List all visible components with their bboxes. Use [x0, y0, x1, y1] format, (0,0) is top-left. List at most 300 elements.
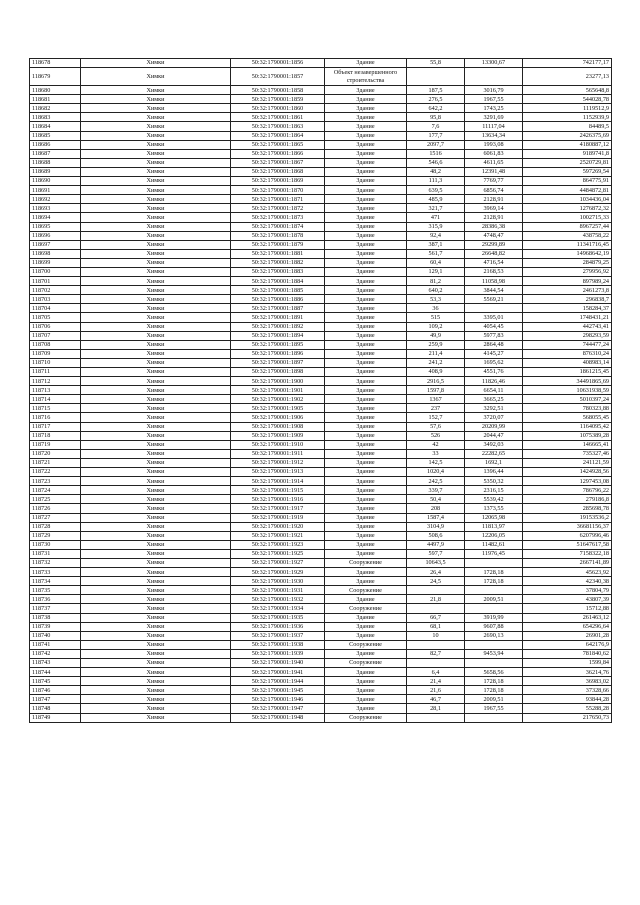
cadastral-number-cell: 50:32:1790001:1934 [231, 604, 325, 613]
table-row [30, 622, 612, 631]
row-number-cell: 118726 [30, 504, 81, 513]
cadastral-number-cell: 50:32:1790001:1870 [231, 186, 325, 195]
unit-value-cell: 5350,32 [465, 477, 523, 486]
area-cell: 48,2 [407, 167, 465, 176]
cadastral-number-cell: 50:32:1790001:1868 [231, 167, 325, 176]
area-cell: 508,6 [407, 531, 465, 540]
unit-value-cell: 2168,53 [465, 267, 523, 276]
row-number-cell: 118699 [30, 258, 81, 267]
object-type-cell: Здание [325, 358, 407, 367]
row-number-cell: 118678 [30, 59, 81, 68]
cadastral-number-cell: 50:32:1790001:1897 [231, 358, 325, 367]
cadastral-number-cell: 50:32:1790001:1871 [231, 195, 325, 204]
city-cell: Химки [81, 640, 231, 649]
city-cell: Химки [81, 604, 231, 613]
cadastral-number-cell: 50:32:1790001:1883 [231, 267, 325, 276]
cadastral-value-cell: 15712,88 [523, 604, 612, 613]
object-type-cell: Здание [325, 322, 407, 331]
unit-value-cell: 12391,48 [465, 167, 523, 176]
row-number-cell: 118701 [30, 277, 81, 286]
object-type-cell: Здание [325, 267, 407, 276]
city-cell: Химки [81, 140, 231, 149]
object-type-cell: Здание [325, 704, 407, 713]
city-cell: Химки [81, 86, 231, 95]
unit-value-cell: 4611,65 [465, 158, 523, 167]
cadastral-value-cell: 285698,78 [523, 504, 612, 513]
cadastral-value-cell: 6207996,46 [523, 531, 612, 540]
unit-value-cell: 11117,04 [465, 122, 523, 131]
table-row [30, 59, 612, 68]
cadastral-number-cell: 50:32:1790001:1937 [231, 631, 325, 640]
unit-value-cell: 12206,05 [465, 531, 523, 540]
row-number-cell: 118747 [30, 695, 81, 704]
table-row [30, 386, 612, 395]
cadastral-number-cell: 50:32:1790001:1927 [231, 558, 325, 567]
unit-value-cell: 3016,79 [465, 86, 523, 95]
area-cell: 50,4 [407, 495, 465, 504]
cadastral-value-cell: 10631938,59 [523, 386, 612, 395]
city-cell: Химки [81, 68, 231, 86]
city-cell: Химки [81, 595, 231, 604]
row-number-cell: 118717 [30, 422, 81, 431]
row-number-cell: 118711 [30, 368, 81, 377]
cadastral-number-cell: 50:32:1790001:1863 [231, 122, 325, 131]
city-cell: Химки [81, 486, 231, 495]
unit-value-cell: 6856,74 [465, 186, 523, 195]
unit-value-cell: 1373,55 [465, 504, 523, 513]
cadastral-value-cell: 864775,91 [523, 177, 612, 186]
area-cell: 3104,9 [407, 522, 465, 531]
cadastral-value-cell: 1297453,08 [523, 477, 612, 486]
table-row [30, 104, 612, 113]
object-type-cell: Здание [325, 204, 407, 213]
area-cell: 276,5 [407, 95, 465, 104]
table-row [30, 167, 612, 176]
object-type-cell: Здание [325, 568, 407, 577]
row-number-cell: 118706 [30, 322, 81, 331]
unit-value-cell: 3720,07 [465, 413, 523, 422]
cadastral-number-cell: 50:32:1790001:1878 [231, 231, 325, 240]
cadastral-value-cell: 8967257,44 [523, 222, 612, 231]
unit-value-cell: 11058,98 [465, 277, 523, 286]
row-number-cell: 118735 [30, 586, 81, 595]
row-number-cell: 118716 [30, 413, 81, 422]
area-cell: 321,7 [407, 204, 465, 213]
city-cell: Химки [81, 349, 231, 358]
table-row [30, 531, 612, 540]
object-type-cell: Здание [325, 468, 407, 477]
city-cell: Химки [81, 277, 231, 286]
object-type-cell: Здание [325, 140, 407, 149]
table-row [30, 204, 612, 213]
row-number-cell: 118729 [30, 531, 81, 540]
unit-value-cell: 11482,61 [465, 540, 523, 549]
table-row [30, 322, 612, 331]
cadastral-value-cell: 897989,24 [523, 277, 612, 286]
cadastral-value-cell: 438758,22 [523, 231, 612, 240]
object-type-cell: Сооружение [325, 558, 407, 567]
unit-value-cell: 1728,18 [465, 677, 523, 686]
object-type-cell: Здание [325, 131, 407, 140]
row-number-cell: 118725 [30, 495, 81, 504]
area-cell: 53,3 [407, 295, 465, 304]
cadastral-value-cell: 36214,76 [523, 668, 612, 677]
cadastral-value-cell: 1424928,56 [523, 468, 612, 477]
row-number-cell: 118710 [30, 358, 81, 367]
city-cell: Химки [81, 377, 231, 386]
cadastral-number-cell: 50:32:1790001:1935 [231, 613, 325, 622]
object-type-cell: Здание [325, 249, 407, 258]
unit-value-cell: 4145,27 [465, 349, 523, 358]
cadastral-value-cell: 1075389,28 [523, 431, 612, 440]
row-number-cell: 118746 [30, 686, 81, 695]
city-cell: Химки [81, 204, 231, 213]
unit-value-cell: 4054,45 [465, 322, 523, 331]
area-cell: 242,5 [407, 477, 465, 486]
table-row [30, 195, 612, 204]
city-cell: Химки [81, 222, 231, 231]
table-row [30, 86, 612, 95]
area-cell: 4497,9 [407, 540, 465, 549]
row-number-cell: 118679 [30, 68, 81, 86]
object-type-cell: Здание [325, 158, 407, 167]
row-number-cell: 118713 [30, 386, 81, 395]
object-type-cell: Сооружение [325, 659, 407, 668]
table-row [30, 95, 612, 104]
cadastral-number-cell: 50:32:1790001:1939 [231, 649, 325, 658]
area-cell: 60,4 [407, 258, 465, 267]
table-row [30, 440, 612, 449]
cadastral-value-cell: 4180887,12 [523, 140, 612, 149]
area-cell: 241,2 [407, 358, 465, 367]
cadastral-number-cell: 50:32:1790001:1860 [231, 104, 325, 113]
area-cell [407, 713, 465, 722]
cadastral-value-cell: 1599,84 [523, 659, 612, 668]
cadastral-number-cell: 50:32:1790001:1905 [231, 404, 325, 413]
area-cell: 1597,8 [407, 386, 465, 395]
cadastral-number-cell: 50:32:1790001:1867 [231, 158, 325, 167]
unit-value-cell [465, 68, 523, 86]
area-cell: 1516 [407, 149, 465, 158]
cadastral-value-cell: 1034436,04 [523, 195, 612, 204]
area-cell: 142,5 [407, 458, 465, 467]
area-cell: 21,4 [407, 677, 465, 686]
table-row [30, 249, 612, 258]
area-cell: 21,8 [407, 595, 465, 604]
unit-value-cell: 3844,54 [465, 286, 523, 295]
cadastral-number-cell: 50:32:1790001:1930 [231, 577, 325, 586]
row-number-cell: 118739 [30, 622, 81, 631]
cadastral-value-cell: 5010397,24 [523, 395, 612, 404]
table-row [30, 549, 612, 558]
object-type-cell: Здание [325, 213, 407, 222]
cadastral-value-cell: 14968642,19 [523, 249, 612, 258]
area-cell: 526 [407, 431, 465, 440]
unit-value-cell: 11813,97 [465, 522, 523, 531]
object-type-cell: Сооружение [325, 604, 407, 613]
object-type-cell: Здание [325, 95, 407, 104]
cadastral-number-cell: 50:32:1790001:1886 [231, 295, 325, 304]
unit-value-cell: 1692,1 [465, 458, 523, 467]
cadastral-value-cell: 84489,5 [523, 122, 612, 131]
table-row [30, 695, 612, 704]
table-row [30, 222, 612, 231]
cadastral-number-cell: 50:32:1790001:1908 [231, 422, 325, 431]
area-cell: 57,6 [407, 422, 465, 431]
unit-value-cell: 26648,82 [465, 249, 523, 258]
city-cell: Химки [81, 504, 231, 513]
object-type-cell: Сооружение [325, 586, 407, 595]
cadastral-number-cell: 50:32:1790001:1896 [231, 349, 325, 358]
row-number-cell: 118686 [30, 140, 81, 149]
area-cell: 109,2 [407, 322, 465, 331]
object-type-cell: Здание [325, 449, 407, 458]
table-row [30, 277, 612, 286]
cadastral-value-cell: 408983,14 [523, 358, 612, 367]
row-number-cell: 118709 [30, 349, 81, 358]
row-number-cell: 118712 [30, 377, 81, 386]
area-cell: 33 [407, 449, 465, 458]
unit-value-cell: 4748,47 [465, 231, 523, 240]
cadastral-value-cell: 4484872,81 [523, 186, 612, 195]
cadastral-value-cell: 597269,54 [523, 167, 612, 176]
object-type-cell: Здание [325, 349, 407, 358]
cadastral-number-cell: 50:32:1790001:1906 [231, 413, 325, 422]
row-number-cell: 118690 [30, 177, 81, 186]
city-cell: Химки [81, 458, 231, 467]
table-row [30, 595, 612, 604]
cadastral-number-cell: 50:32:1790001:1911 [231, 449, 325, 458]
object-type-cell: Здание [325, 104, 407, 113]
cadastral-value-cell: 37328,66 [523, 686, 612, 695]
table-row [30, 377, 612, 386]
unit-value-cell: 11976,45 [465, 549, 523, 558]
table-row [30, 140, 612, 149]
cadastral-number-cell: 50:32:1790001:1919 [231, 513, 325, 522]
city-cell: Химки [81, 59, 231, 68]
unit-value-cell: 2128,91 [465, 213, 523, 222]
city-cell: Химки [81, 258, 231, 267]
unit-value-cell: 1728,18 [465, 568, 523, 577]
row-number-cell: 118730 [30, 540, 81, 549]
table-row [30, 177, 612, 186]
cadastral-number-cell: 50:32:1790001:1879 [231, 240, 325, 249]
row-number-cell: 118736 [30, 595, 81, 604]
object-type-cell: Здание [325, 86, 407, 95]
city-cell: Химки [81, 558, 231, 567]
area-cell: 129,1 [407, 267, 465, 276]
area-cell: 10 [407, 631, 465, 640]
area-cell: 315,9 [407, 222, 465, 231]
cadastral-value-cell: 261463,12 [523, 613, 612, 622]
cadastral-number-cell: 50:32:1790001:1946 [231, 695, 325, 704]
unit-value-cell: 5977,83 [465, 331, 523, 340]
row-number-cell: 118693 [30, 204, 81, 213]
row-number-cell: 118698 [30, 249, 81, 258]
city-cell: Химки [81, 586, 231, 595]
area-cell: 639,5 [407, 186, 465, 195]
cadastral-value-cell: 26901,28 [523, 631, 612, 640]
cadastral-value-cell: 735327,46 [523, 449, 612, 458]
cadastral-value-cell: 2667141,89 [523, 558, 612, 567]
cadastral-number-cell: 50:32:1790001:1869 [231, 177, 325, 186]
table-row [30, 604, 612, 613]
table-row [30, 613, 612, 622]
row-number-cell: 118723 [30, 477, 81, 486]
city-cell: Химки [81, 413, 231, 422]
table-row [30, 413, 612, 422]
unit-value-cell: 29299,89 [465, 240, 523, 249]
unit-value-cell [465, 586, 523, 595]
cadastral-number-cell: 50:32:1790001:1873 [231, 213, 325, 222]
cadastral-number-cell: 50:32:1790001:1925 [231, 549, 325, 558]
object-type-cell: Здание [325, 495, 407, 504]
object-type-cell: Здание [325, 431, 407, 440]
object-type-cell: Здание [325, 59, 407, 68]
cadastral-value-cell: 241121,59 [523, 458, 612, 467]
table-row [30, 131, 612, 140]
area-cell: 28,1 [407, 704, 465, 713]
cadastral-number-cell: 50:32:1790001:1894 [231, 331, 325, 340]
city-cell: Химки [81, 340, 231, 349]
city-cell: Химки [81, 704, 231, 713]
row-number-cell: 118694 [30, 213, 81, 222]
cadastral-value-cell: 298293,59 [523, 331, 612, 340]
object-type-cell: Здание [325, 549, 407, 558]
cadastral-value-cell: 146665,41 [523, 440, 612, 449]
city-cell: Химки [81, 167, 231, 176]
city-cell: Химки [81, 613, 231, 622]
row-number-cell: 118707 [30, 331, 81, 340]
row-number-cell: 118689 [30, 167, 81, 176]
cadastral-value-cell: 876310,24 [523, 349, 612, 358]
object-type-cell: Здание [325, 404, 407, 413]
cadastral-number-cell: 50:32:1790001:1948 [231, 713, 325, 722]
table-row [30, 513, 612, 522]
table-row [30, 422, 612, 431]
object-type-cell: Здание [325, 177, 407, 186]
area-cell: 640,2 [407, 286, 465, 295]
area-cell [407, 640, 465, 649]
area-cell: 2097,7 [407, 140, 465, 149]
row-number-cell: 118697 [30, 240, 81, 249]
city-cell: Химки [81, 422, 231, 431]
unit-value-cell: 2128,91 [465, 195, 523, 204]
city-cell: Химки [81, 549, 231, 558]
object-type-cell: Здание [325, 668, 407, 677]
cadastral-value-cell: 43807,39 [523, 595, 612, 604]
object-type-cell: Здание [325, 240, 407, 249]
cadastral-number-cell: 50:32:1790001:1885 [231, 286, 325, 295]
area-cell: 642,2 [407, 104, 465, 113]
table-row [30, 649, 612, 658]
cadastral-number-cell: 50:32:1790001:1929 [231, 568, 325, 577]
table-row [30, 449, 612, 458]
cadastral-number-cell: 50:32:1790001:1859 [231, 95, 325, 104]
unit-value-cell: 12065,98 [465, 513, 523, 522]
table-row [30, 149, 612, 158]
object-type-cell: Здание [325, 368, 407, 377]
object-type-cell: Здание [325, 313, 407, 322]
area-cell: 485,9 [407, 195, 465, 204]
unit-value-cell [465, 713, 523, 722]
cadastral-value-cell: 284879,25 [523, 258, 612, 267]
cadastral-number-cell: 50:32:1790001:1923 [231, 540, 325, 549]
area-cell: 68,1 [407, 622, 465, 631]
row-number-cell: 118727 [30, 513, 81, 522]
city-cell: Химки [81, 213, 231, 222]
area-cell: 46,7 [407, 695, 465, 704]
object-type-cell: Здание [325, 386, 407, 395]
area-cell: 1367 [407, 395, 465, 404]
object-type-cell: Здание [325, 113, 407, 122]
unit-value-cell: 20209,99 [465, 422, 523, 431]
row-number-cell: 118682 [30, 104, 81, 113]
unit-value-cell: 9453,94 [465, 649, 523, 658]
city-cell: Химки [81, 668, 231, 677]
city-cell: Химки [81, 186, 231, 195]
cadastral-value-cell: 1002715,33 [523, 213, 612, 222]
row-number-cell: 118749 [30, 713, 81, 722]
cadastral-value-cell: 2520729,81 [523, 158, 612, 167]
unit-value-cell: 3292,51 [465, 404, 523, 413]
row-number-cell: 118737 [30, 604, 81, 613]
area-cell: 49,9 [407, 331, 465, 340]
area-cell: 177,7 [407, 131, 465, 140]
table-row [30, 267, 612, 276]
cadastral-number-cell: 50:32:1790001:1936 [231, 622, 325, 631]
cadastral-number-cell: 50:32:1790001:1914 [231, 477, 325, 486]
city-cell: Химки [81, 158, 231, 167]
table-row [30, 577, 612, 586]
unit-value-cell: 5539,42 [465, 495, 523, 504]
unit-value-cell: 1967,55 [465, 704, 523, 713]
city-cell: Химки [81, 249, 231, 258]
cadastral-number-cell: 50:32:1790001:1945 [231, 686, 325, 695]
object-type-cell: Здание [325, 513, 407, 522]
cadastral-number-cell: 50:32:1790001:1920 [231, 522, 325, 531]
area-cell: 2916,5 [407, 377, 465, 386]
cadastral-number-cell: 50:32:1790001:1916 [231, 495, 325, 504]
object-type-cell: Здание [325, 458, 407, 467]
city-cell: Химки [81, 358, 231, 367]
cadastral-number-cell: 50:32:1790001:1892 [231, 322, 325, 331]
cadastral-value-cell: 1748431,21 [523, 313, 612, 322]
city-cell: Химки [81, 577, 231, 586]
city-cell: Химки [81, 313, 231, 322]
unit-value-cell: 4716,54 [465, 258, 523, 267]
table-row [30, 677, 612, 686]
row-number-cell: 118731 [30, 549, 81, 558]
object-type-cell: Здание [325, 504, 407, 513]
object-type-cell: Здание [325, 295, 407, 304]
row-number-cell: 118743 [30, 659, 81, 668]
area-cell: 1020,4 [407, 468, 465, 477]
row-number-cell: 118718 [30, 431, 81, 440]
row-number-cell: 118683 [30, 113, 81, 122]
unit-value-cell: 3492,03 [465, 440, 523, 449]
city-cell: Химки [81, 231, 231, 240]
cadastral-number-cell: 50:32:1790001:1909 [231, 431, 325, 440]
area-cell: 92,4 [407, 231, 465, 240]
unit-value-cell: 11826,46 [465, 377, 523, 386]
row-number-cell: 118695 [30, 222, 81, 231]
object-type-cell: Здание [325, 477, 407, 486]
cadastral-value-cell: 742177,17 [523, 59, 612, 68]
object-type-cell: Здание [325, 413, 407, 422]
row-number-cell: 118720 [30, 449, 81, 458]
area-cell: 515 [407, 313, 465, 322]
